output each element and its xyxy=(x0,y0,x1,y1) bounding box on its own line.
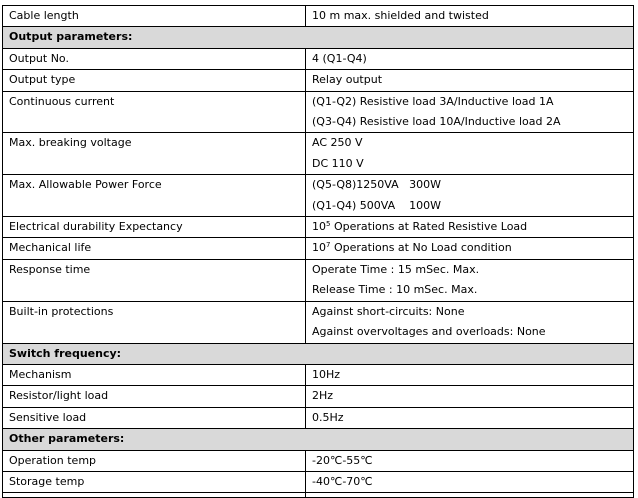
value-line: Release Time : 10 mSec. Max. xyxy=(312,283,478,297)
value-line: AC 250 V xyxy=(312,136,363,150)
value-line: 4 (Q1-Q4) xyxy=(312,51,367,65)
table-row-cut-off xyxy=(3,493,634,498)
param-value xyxy=(306,386,634,407)
section-header-output: Output parameters: xyxy=(3,27,634,48)
value-text: Operations at No Load condition xyxy=(330,241,512,255)
param-label: Mechanical life xyxy=(3,238,306,259)
section-row xyxy=(3,429,634,450)
section-row xyxy=(3,27,634,48)
param-value xyxy=(306,364,634,385)
table-row xyxy=(3,175,634,217)
param-label: Response time xyxy=(3,259,306,301)
param-label: Output type xyxy=(3,70,306,91)
table-row xyxy=(3,70,634,91)
table-row xyxy=(3,259,634,301)
param-label: Mechanism xyxy=(3,364,306,385)
table-row xyxy=(3,364,634,385)
param-label: Continuous current xyxy=(3,91,306,133)
value-line: Relay output xyxy=(312,73,383,87)
param-value xyxy=(306,259,634,301)
value-base: 10 xyxy=(312,220,326,234)
section-row xyxy=(3,343,634,364)
value-line: Against overvoltages and overloads: None xyxy=(312,325,546,339)
param-label: Max. breaking voltage xyxy=(3,133,306,175)
param-label: Output No. xyxy=(3,48,306,69)
empty-cell xyxy=(3,493,306,498)
param-value xyxy=(306,6,634,27)
value-line: DC 110 V xyxy=(312,156,364,170)
param-value xyxy=(306,70,634,91)
section-header-other: Other parameters: xyxy=(3,429,634,450)
param-label: Built-in protections xyxy=(3,301,306,343)
table-row xyxy=(3,301,634,343)
value-line: -40℃-70℃ xyxy=(312,474,373,488)
table-row xyxy=(3,48,634,69)
empty-cell xyxy=(306,493,634,498)
table-row xyxy=(3,407,634,428)
param-label: Operation temp xyxy=(3,450,306,471)
value-line: -20℃-55℃ xyxy=(312,453,373,467)
value-line: 0.5Hz xyxy=(312,410,344,424)
table-row xyxy=(3,133,634,175)
value-line: (Q1-Q2) Resistive load 3A/Inductive load 1A xyxy=(312,94,554,108)
value-line: 10Hz xyxy=(312,367,341,381)
value-exponent: 7 xyxy=(326,241,331,250)
value-text: Operations at Rated Resistive Load xyxy=(330,220,528,234)
param-value xyxy=(306,48,634,69)
table-row xyxy=(3,6,634,27)
spec-table xyxy=(2,5,634,498)
param-value xyxy=(306,238,634,259)
param-value xyxy=(306,471,634,492)
table-row xyxy=(3,238,634,259)
param-label: Electrical durability Expectancy xyxy=(3,217,306,238)
value-exponent: 5 xyxy=(326,220,331,229)
param-value xyxy=(306,450,634,471)
value-line: 2Hz xyxy=(312,389,334,403)
param-value xyxy=(306,301,634,343)
table-row xyxy=(3,471,634,492)
value-line: Against short-circuits: None xyxy=(312,304,465,318)
value-base: 10 xyxy=(312,241,326,255)
param-label: Sensitive load xyxy=(3,407,306,428)
param-label: Cable length xyxy=(3,6,306,27)
param-value xyxy=(306,407,634,428)
param-value xyxy=(306,217,634,238)
table-row xyxy=(3,217,634,238)
value-line: (Q1-Q4) 500VA 100W xyxy=(312,198,441,212)
value-line: 10 m max. shielded and twisted xyxy=(312,9,489,22)
value-line: (Q3-Q4) Resistive load 10A/Inductive load 2A xyxy=(312,115,561,129)
param-value xyxy=(306,175,634,217)
param-label: Max. Allowable Power Force xyxy=(3,175,306,217)
table-row xyxy=(3,450,634,471)
param-label: Resistor/light load xyxy=(3,386,306,407)
section-header-switch: Switch frequency: xyxy=(3,343,634,364)
param-label: Storage temp xyxy=(3,471,306,492)
table-row xyxy=(3,386,634,407)
value-line: (Q5-Q8)1250VA 300W xyxy=(312,178,441,192)
table-row xyxy=(3,91,634,133)
param-value xyxy=(306,133,634,175)
value-line: Operate Time : 15 mSec. Max. xyxy=(312,262,480,276)
param-value xyxy=(306,91,634,133)
